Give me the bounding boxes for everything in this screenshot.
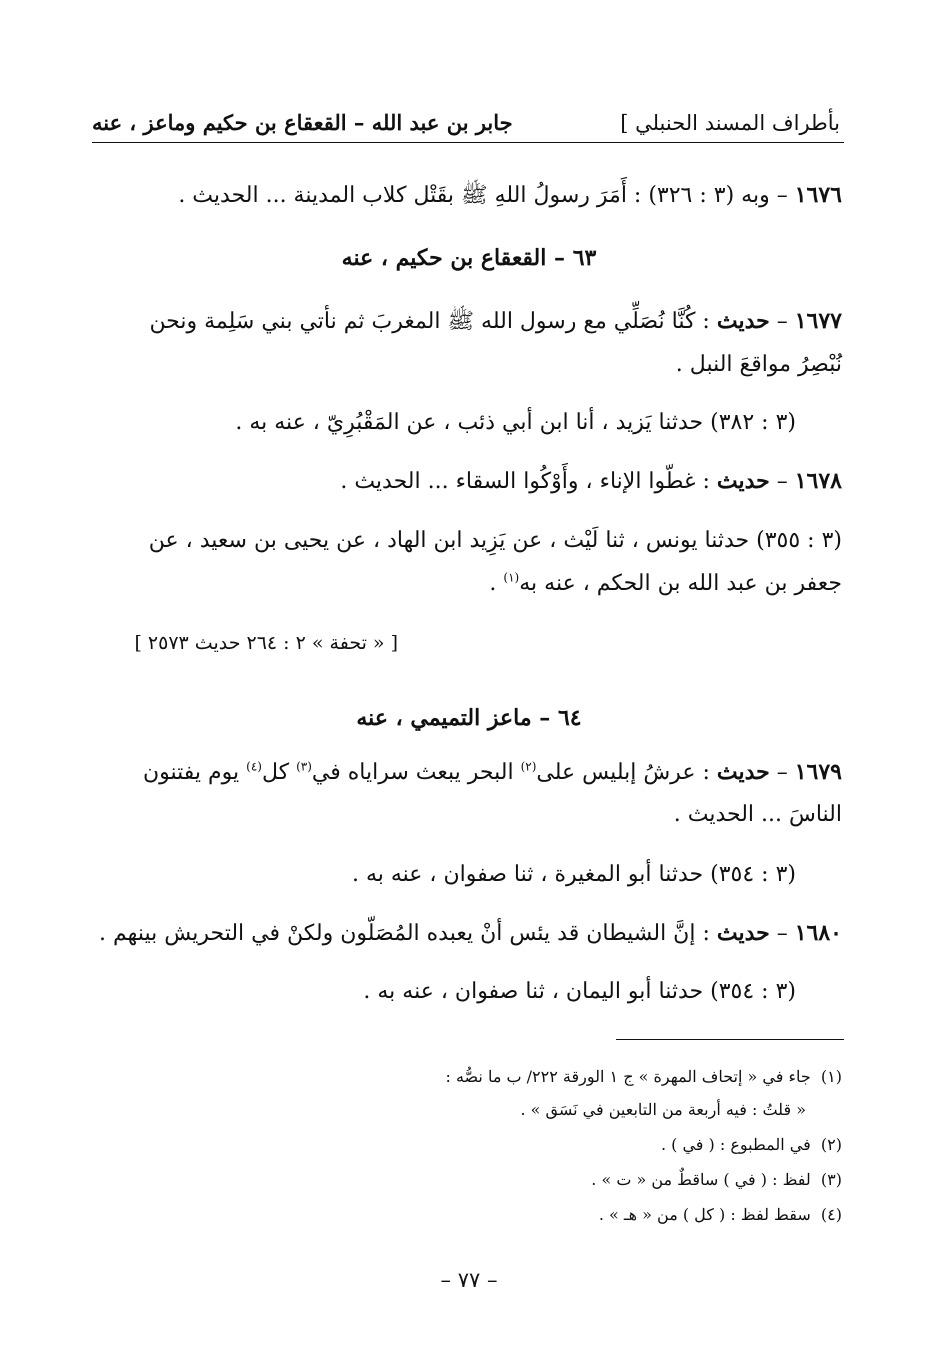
- hadith-1680-source: (٣ : ٣٥٤) حدثنا أبو اليمان ، ثنا صفوان ، عنه به .: [363, 979, 796, 1004]
- hadith-number: ١٦٧٧: [794, 308, 842, 334]
- source-end: .: [489, 571, 504, 596]
- footnote-ref-1[interactable]: (١): [503, 570, 520, 585]
- hadith-text: البحر يبعث سراياه في: [311, 760, 521, 785]
- footnote-text: « قلتُ : فيه أربعة من التابعين في نَسَق » .: [520, 1100, 806, 1119]
- hadith-1677-line2: نُبْصِرُ مواقعَ النبل .: [675, 352, 842, 377]
- hadith-text: – وبه (٣ : ٣٢٦) : أَمَرَ رسولُ اللهِ ﷺ بقَتْل كلاب المدينة ... الحديث .: [178, 183, 788, 208]
- footnote-ref-2[interactable]: (٢): [520, 759, 537, 774]
- hadith-1679-source: (٣ : ٣٥٤) حدثنا أبو المغيرة ، ثنا صفوان ، عنه به .: [351, 862, 796, 887]
- hadith-text: : كُنَّا نُصَلِّي مع رسول الله ﷺ المغربَ ثم نأتي بني سَلِمة ونحن: [149, 309, 710, 334]
- hadith-dash: –: [776, 309, 788, 334]
- hadith-1679-line1: [143, 757, 842, 788]
- hadith-dash: –: [776, 760, 788, 785]
- hadith-number: ١٦٧٦: [794, 182, 842, 208]
- footnote-separator: [616, 1039, 844, 1040]
- hadith-1678: [340, 466, 842, 497]
- section-64-heading: ٦٤ – ماعز التميمي ، عنه: [356, 705, 582, 731]
- footnote-3: [591, 1168, 842, 1192]
- hadith-1677-source: (٣ : ٣٨٢) حدثنا يَزيد ، أنا ابن أبي ذئب ، عن المَقْبُرِيّ ، عنه به .: [235, 410, 796, 435]
- footnote-1: [445, 1065, 842, 1089]
- hadith-1678-source-line2: [489, 569, 842, 599]
- footnote-mark: (١): [820, 1067, 842, 1086]
- footnote-text: في المطبوع : ( في ) .: [660, 1135, 811, 1154]
- hadith-text: كل: [261, 760, 297, 785]
- footnote-text: جاء في « إتحاف المهرة » ج ١ الورقة ٢٢٢/ ب ما نصُّه :: [445, 1067, 811, 1086]
- footnote-ref-3[interactable]: (٣): [296, 759, 312, 774]
- hadith-dash: –: [776, 921, 788, 946]
- hadith-number: ١٦٨٠: [794, 920, 842, 946]
- hadith-text: : إنَّ الشيطان قد يئس أنْ يعبده المُصَلّون ولكنْ في التحريش بينهم .: [99, 921, 710, 946]
- hadith-1677-line1: [149, 306, 842, 337]
- hadith-label: حديث: [716, 468, 770, 494]
- hadith-number: ١٦٧٨: [794, 468, 842, 494]
- header-book-title: بأطراف المسند الحنبلي ]: [620, 111, 840, 135]
- tuhfa-reference: [ « تحفة » ٢ : ٢٦٤ حديث ٢٥٧٣ ]: [134, 632, 398, 654]
- footnote-mark: (٣): [820, 1170, 842, 1189]
- footnote-2: [661, 1133, 842, 1157]
- hadith-1680: [99, 918, 842, 949]
- hadith-1676: [178, 180, 842, 211]
- header-rule: [92, 142, 844, 143]
- footnote-4: [599, 1203, 842, 1227]
- footnote-ref-4[interactable]: (٤): [246, 759, 262, 774]
- page-number: – ٧٧ –: [440, 1268, 498, 1292]
- hadith-label: حديث: [716, 920, 770, 946]
- footnote-text: سقط لفظ : ( كل ) من « هـ » .: [598, 1205, 811, 1224]
- footnote-1-quote: [520, 1098, 806, 1122]
- hadith-label: حديث: [716, 759, 770, 785]
- header-chapter-title: جابر بن عبد الله – القعقاع بن حكيم وماعز ، عنه: [92, 110, 513, 135]
- footnote-mark: (٢): [820, 1135, 842, 1154]
- hadith-1678-source-line1: (٣ : ٣٥٥) حدثنا يونس ، ثنا لَيْث ، عن يَزِيد ابن الهاد ، عن يحيى بن سعيد ، عن: [148, 528, 842, 553]
- hadith-label: حديث: [716, 308, 770, 334]
- hadith-1679-line2: الناسَ ... الحديث .: [673, 802, 842, 827]
- source-text: جعفر بن عبد الله بن الحكم ، عنه به: [519, 571, 842, 596]
- section-63-heading: ٦٣ – القعقاع بن حكيم ، عنه: [341, 245, 597, 271]
- hadith-number: ١٦٧٩: [794, 759, 842, 785]
- hadith-text: : غطّوا الإناء ، وأَوْكُوا السقاء ... الحديث .: [340, 469, 710, 494]
- footnote-text: لفظ : ( في ) ساقطٌ من « ت » .: [591, 1170, 811, 1189]
- hadith-text: : عرشُ إبليس على: [536, 760, 710, 785]
- hadith-dash: –: [776, 469, 788, 494]
- footnote-mark: (٤): [820, 1205, 842, 1224]
- hadith-text: يوم يفتنون: [142, 760, 247, 785]
